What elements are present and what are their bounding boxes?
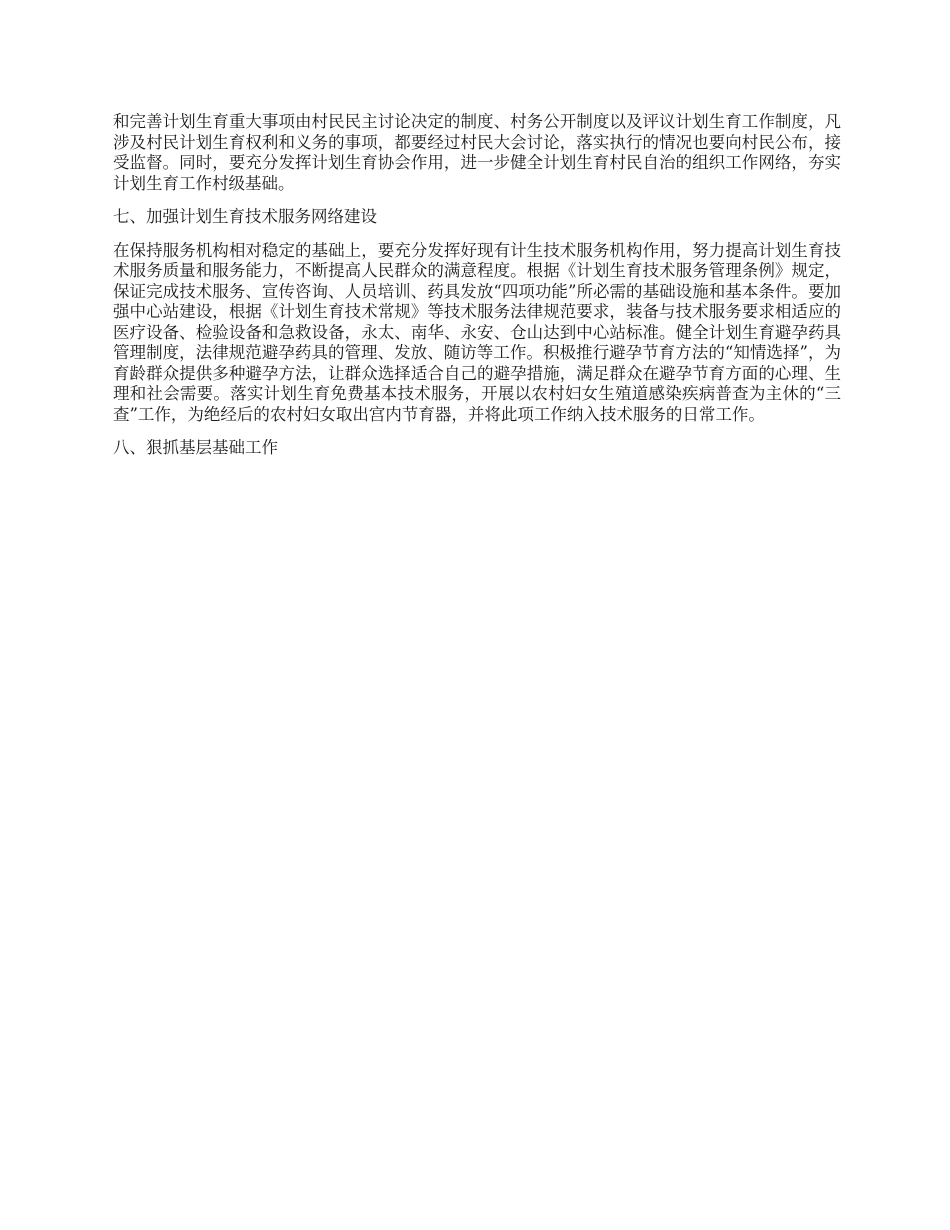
body-paragraph: 和完善计划生育重大事项由村民民主讨论决定的制度、村务公开制度以及评议计划生育工作制度，凡涉及村民计划生育权利和义务的事项，都要经过村民大会讨论，落实执行的情况也要向村民公布，接受监督。同时，要充分发挥计划生育协会作用，进一步健全计划生育村民自治的组织工作网络，夯实计划生育工作村级基础。	[113, 112, 841, 193]
section-heading-7: 七、加强计划生育技术服务网络建设	[113, 207, 377, 226]
section-heading-8: 八、狠抓基层基础工作	[113, 438, 278, 457]
document-page	[113, 112, 841, 472]
body-paragraph: 在保持服务机构相对稳定的基础上，要充分发挥好现有计生技术服务机构作用，努力提高计划生育技术服务质量和服务能力，不断提高人民群众的满意程度。根据《计划生育技术服务管理条例》规定，保证完成技术服务、宣传咨询、人员培训、药具发放“四项功能”所必需的基础设施和基本条件。要加强中心站建设，根据《计划生育技术常规》等技术服务法律规范要求，装备与技术服务要求相适应的医疗设备、检验设备和急救设备，永太、南华、永安、仓山达到中心站标准。健全计划生育避孕药具管理制度，法律规范避孕药具的管理、发放、随访等工作。积极推行避孕节育方法的“知情选择”，为育龄群众提供多种避孕方法，让群众选择适合自己的避孕措施，满足群众在避孕节育方面的心理、生理和社会需要。落实计划生育免费基本技术服务，开展以农村妇女生殖道感染疾病普查为主休的“三查”工作，为绝经后的农村妇女取出宫内节育器，并将此项工作纳入技术服务的日常工作。	[113, 240, 841, 424]
